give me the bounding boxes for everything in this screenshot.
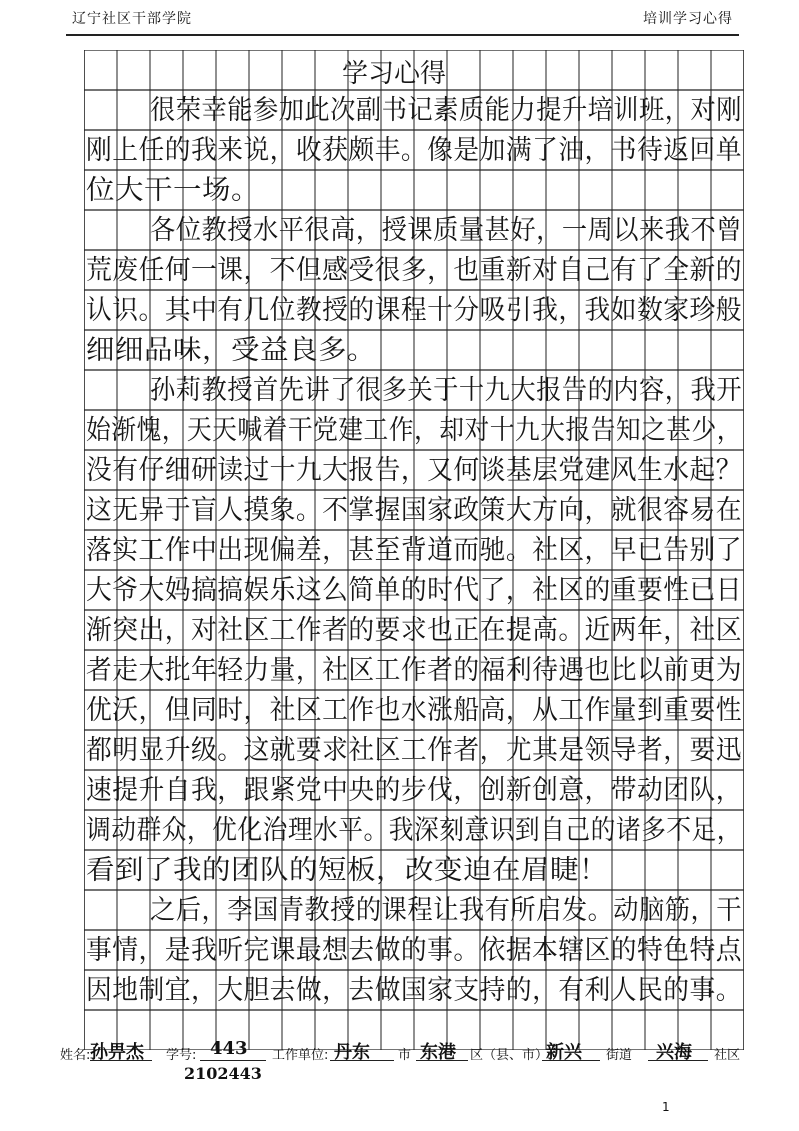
page-number: 1	[662, 1100, 670, 1114]
student-no-label: 学号:	[166, 1048, 197, 1063]
district-underline	[416, 1060, 468, 1061]
community-underline	[648, 1060, 708, 1061]
city-label: 市	[398, 1048, 412, 1063]
essay-body	[86, 95, 742, 1006]
essay-line: 始渐愧，天天喊着干党建工作，却对十九大报告知之甚少，	[86, 415, 742, 446]
essay-line: 各位教授水平很高，授课质量甚好，一周以来我不曾	[150, 215, 742, 246]
street-underline	[542, 1060, 600, 1061]
essay-line: 事情，是我听完课最想去做的事。依据本辖区的特色特点	[86, 935, 743, 966]
institution-header: 辽宁社区干部学院	[72, 11, 192, 27]
district-label: 区（县、市）	[470, 1048, 549, 1063]
student-no-extra: 2102443	[184, 1064, 262, 1083]
essay-line: 细细品味，受益良多。	[86, 335, 376, 366]
name-value: 孙畀杰	[90, 1042, 144, 1063]
work-unit-label: 工作单位:	[272, 1048, 329, 1063]
essay-line: 刚上任的我来说，收获颇丰。像是加满了油，书待返回单	[86, 135, 742, 166]
document-type-header: 培训学习心得	[643, 11, 733, 27]
essay-line: 者走大批年轻力量，社区工作者的福利待遇也比以前更为	[86, 655, 742, 686]
essay-line: 很荣幸能参加此次副书记素质能力提升培训班，对刚	[150, 95, 742, 126]
name-label: 姓名:	[60, 1048, 91, 1063]
essay-line: 孙莉教授首先讲了很多关于十九大报告的内容，我开	[150, 375, 742, 406]
essay-line: 看到了我的团队的短板，改变迫在眉睫！	[86, 855, 608, 886]
street-value: 新兴	[546, 1042, 582, 1063]
essay-line: 速提升自我，跟紧党中央的步伐，创新创意，带动团队，	[86, 775, 742, 806]
city-underline	[330, 1060, 394, 1061]
street-label: 街道	[606, 1048, 633, 1063]
student-no-value: 443	[210, 1038, 248, 1059]
city-value: 丹东	[334, 1042, 370, 1063]
essay-line: 之后，李国青教授的课程让我有所启发。动脑筋，干	[150, 895, 742, 926]
essay-line: 没有仔细研读过十九大报告，又何谈基层党建风生水起？	[86, 455, 742, 486]
community-label: 社区	[714, 1048, 741, 1063]
essay-line: 认识。其中有几位教授的课程十分吸引我，我如数家珍般	[86, 295, 742, 326]
manuscript-grid	[84, 50, 744, 1050]
essay-line: 因地制宜，大胆去做，去做国家支持的，有利人民的事。	[86, 975, 742, 1006]
essay-line: 位大干一场。	[86, 175, 260, 206]
community-value: 兴海	[656, 1042, 692, 1063]
name-underline	[90, 1060, 152, 1061]
essay-line: 落实工作中出现偏差，甚至背道而驰。社区，早已告别了	[86, 535, 742, 566]
essay-line: 优沃，但同时，社区工作也水涨船高，从工作量到重要性	[86, 695, 742, 726]
header-divider	[66, 34, 739, 36]
essay-line: 都明显升级。这就要求社区工作者，尤其是领导者，要迅	[86, 735, 742, 766]
student-no-underline	[200, 1060, 266, 1061]
essay-title: 学习心得	[342, 59, 447, 89]
essay-line: 大爷大妈搞搞娱乐这么简单的时代了，社区的重要性已日	[86, 575, 742, 606]
essay-line: 荒废任何一课，不但感受很多，也重新对自己有了全新的	[86, 255, 742, 286]
district-value: 东港	[420, 1042, 456, 1063]
essay-line: 调动群众，优化治理水平。我深刻意识到自己的诸多不足，	[86, 815, 742, 846]
essay-line: 渐突出，对社区工作者的要求也正在提高。近两年，社区	[86, 615, 742, 646]
essay-line: 这无异于盲人摸象。不掌握国家政策大方向，就很容易在	[86, 495, 742, 526]
